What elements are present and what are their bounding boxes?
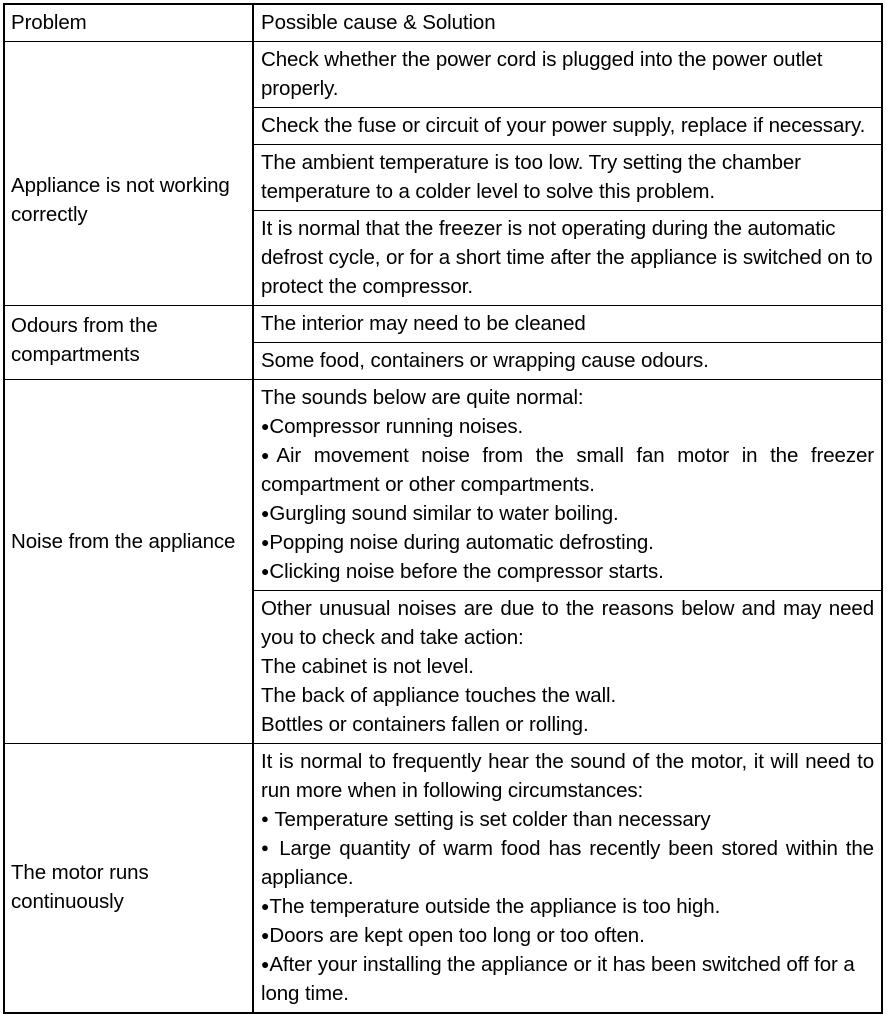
solution-subrow [254, 211, 881, 306]
problem-label: Appliance is not working correctly [11, 174, 230, 226]
bullet-icon: ● [261, 840, 272, 855]
problem-label: Odours from the compartments [11, 314, 158, 366]
table-row [4, 306, 882, 380]
solution-bullet-block [254, 380, 881, 590]
solution-bullet-block [254, 744, 881, 1012]
solution-line: The cabinet is not level. [261, 655, 474, 678]
solution-text: Check the fuse or circuit of your power supply, replace if necessary. [261, 114, 866, 137]
bullet-icon: ● [261, 956, 270, 972]
solution-cell [253, 744, 882, 1014]
solution-subrow [254, 42, 881, 108]
bullet-item-text: The temperature outside the appliance is too high. [269, 895, 721, 918]
table-row [4, 380, 882, 744]
solution-subrow [254, 380, 881, 591]
bullet-item [261, 528, 874, 557]
solution-text: It is normal that the freezer is not operating during the automatic defrost cycle, or for a short time after the appliance is switched on to protect the compressor. [261, 217, 873, 298]
problem-label: Noise from the appliance [11, 530, 236, 553]
solution-line: Other unusual noises are due to the reasons below and may need you to check and take action: [261, 597, 874, 649]
bullet-item [261, 412, 874, 441]
problem-label: The motor runs continuously [11, 861, 149, 913]
bullet-item-text: Clicking noise before the compressor starts. [269, 560, 664, 583]
bullet-item-text: Temperature setting is set colder than necessary [274, 808, 711, 831]
bullet-item-text: Doors are kept open too long or too often. [269, 924, 645, 947]
bullet-item [261, 557, 874, 586]
bullet-icon: ● [261, 505, 270, 521]
bullet-list-intro: The sounds below are quite normal: [261, 386, 584, 409]
solution-text: Some food, containers or wrapping cause odours. [261, 349, 709, 372]
solution-subrow [254, 108, 881, 145]
bullet-item [261, 441, 874, 499]
bullet-item [261, 805, 874, 834]
troubleshooting-table [3, 3, 883, 1014]
bullet-icon: ● [261, 927, 270, 943]
solution-text: Check whether the power cord is plugged into the power outlet properly. [261, 48, 823, 100]
solution-cell [253, 380, 882, 744]
bullet-item [261, 499, 874, 528]
solution-text: The interior may need to be cleaned [261, 312, 586, 335]
bullet-item [261, 950, 874, 1008]
bullet-icon: ● [261, 563, 270, 579]
bullet-item-text: After your installing the appliance or it has been switched off for a long time. [261, 953, 855, 1005]
bullet-icon: ● [261, 898, 270, 914]
bullet-item-text: Large quantity of warm food has recently been stored within the appliance. [261, 837, 874, 889]
header-cell-cause [253, 4, 882, 42]
bullet-icon: ● [261, 418, 270, 434]
solution-subrow [254, 306, 881, 343]
problem-cell [4, 306, 253, 380]
bullet-icon: ● [261, 811, 269, 826]
header-cell-problem [4, 4, 253, 42]
solution-text: The ambient temperature is too low. Try setting the chamber temperature to a colder level to solve this problem. [261, 151, 801, 203]
solution-subrow [254, 343, 881, 380]
bullet-item [261, 921, 874, 950]
problem-cell [4, 42, 253, 306]
bullet-item-text: Air movement noise from the small fan motor in the freezer compartment or other compartments. [261, 444, 875, 496]
solution-subtable [254, 306, 881, 379]
solution-subtable [254, 42, 881, 305]
solution-cell [253, 306, 882, 380]
solution-subrow [254, 591, 881, 744]
solution-cell [253, 42, 882, 306]
bullet-list-intro: It is normal to frequently hear the sound of the motor, it will need to run more when in following circumstances: [261, 750, 874, 802]
table-row [4, 42, 882, 306]
header-label-problem: Problem [11, 11, 87, 34]
problem-cell [4, 380, 253, 744]
header-label-cause: Possible cause & Solution [261, 11, 496, 34]
solution-line-block [254, 591, 881, 743]
solution-line: The back of appliance touches the wall. [261, 684, 617, 707]
problem-cell [4, 744, 253, 1014]
bullet-item [261, 892, 874, 921]
bullet-item [261, 834, 874, 892]
solution-subrow [254, 145, 881, 211]
bullet-item-text: Popping noise during automatic defrosting. [269, 531, 654, 554]
bullet-item-text: Compressor running noises. [269, 415, 524, 438]
table-header-row [4, 4, 882, 42]
bullet-item-text: Gurgling sound similar to water boiling. [269, 502, 619, 525]
bullet-icon: ● [261, 447, 277, 463]
table-row [4, 744, 882, 1014]
solution-line: Bottles or containers fallen or rolling. [261, 713, 589, 736]
bullet-icon: ● [261, 534, 270, 550]
solution-subtable [254, 380, 881, 743]
